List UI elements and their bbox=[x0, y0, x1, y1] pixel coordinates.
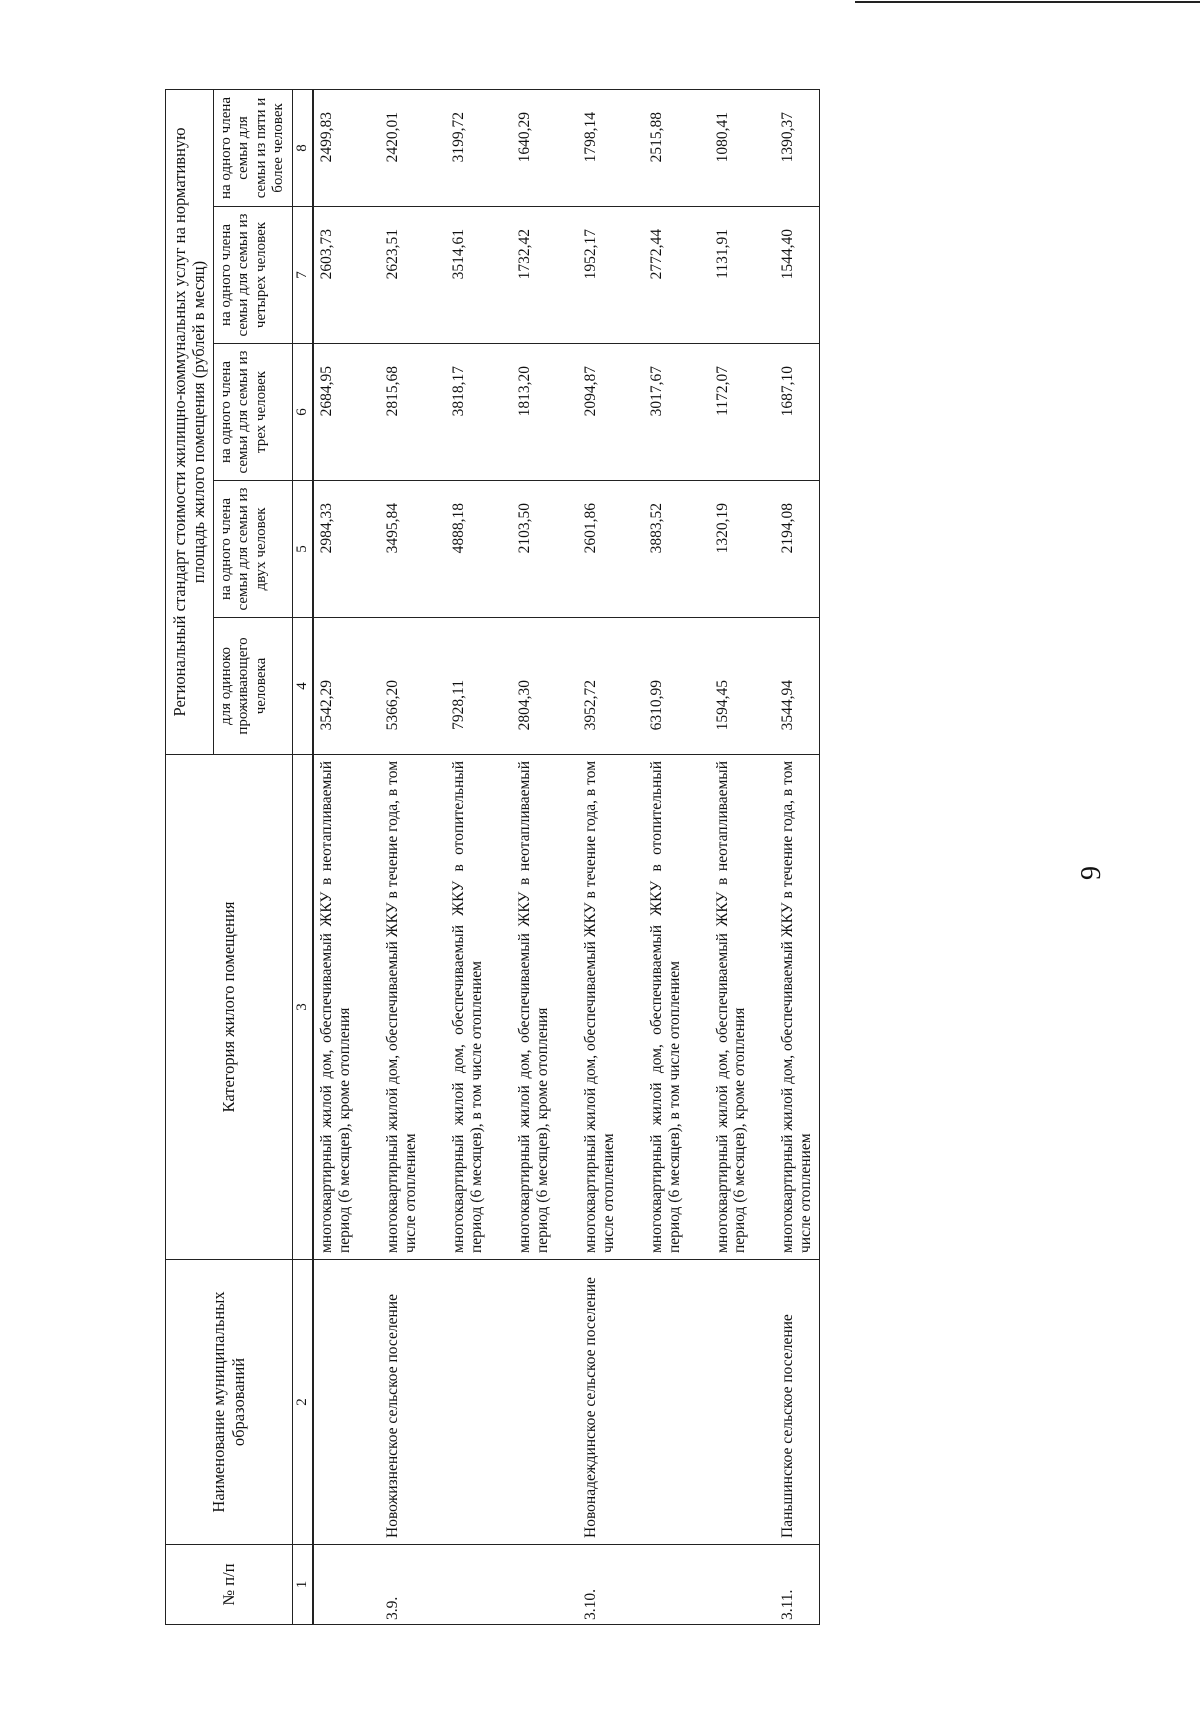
value-single: 7928,11 bbox=[446, 618, 512, 755]
row-number: 3.10. bbox=[578, 1545, 644, 1625]
municipality-name: Новожизненское сельское поселение bbox=[380, 1260, 446, 1545]
table-row bbox=[578, 89, 644, 1624]
value-two: 2103,50 bbox=[512, 481, 578, 618]
table-row bbox=[644, 89, 710, 1624]
value-four: 2772,44 bbox=[644, 207, 710, 344]
value-five: 1798,14 bbox=[578, 89, 644, 206]
header-five: на одного члена семьи для семьи из пяти и более человек bbox=[213, 89, 292, 206]
value-two: 1320,19 bbox=[710, 481, 776, 618]
table-row bbox=[380, 89, 446, 1624]
header-four: на одного члена семьи для семьи из четырех человек bbox=[213, 207, 292, 344]
row-number: 3.11. bbox=[775, 1545, 819, 1625]
housing-category: многоквартирный жилой дом, обеспечиваемый ЖКУ в отопительный период (6 месяцев), в том числе отоплением bbox=[446, 755, 512, 1260]
value-single: 3544,94 bbox=[775, 618, 819, 755]
value-three: 2684,95 bbox=[313, 344, 380, 481]
value-two: 2194,08 bbox=[775, 481, 819, 618]
value-five: 2515,88 bbox=[644, 89, 710, 206]
municipality-name: Паньшинское сельское поселение bbox=[775, 1260, 819, 1545]
value-three: 1687,10 bbox=[775, 344, 819, 481]
header-municipality: Наименование муниципальных образований bbox=[166, 1260, 293, 1545]
col-number: 5 bbox=[292, 481, 313, 618]
value-three: 3017,67 bbox=[644, 344, 710, 481]
housing-category: многоквартирный жилой дом, обеспечиваемый ЖКУ в отопительный период (6 месяцев), в том числе отоплением bbox=[644, 755, 710, 1260]
row-number bbox=[512, 1545, 578, 1625]
value-two: 3883,52 bbox=[644, 481, 710, 618]
value-two: 3495,84 bbox=[380, 481, 446, 618]
value-single: 2804,30 bbox=[512, 618, 578, 755]
header-three: на одного члена семьи для семьи из трех человек bbox=[213, 344, 292, 481]
col-number: 2 bbox=[292, 1260, 313, 1545]
value-single: 3952,72 bbox=[578, 618, 644, 755]
municipality-name bbox=[512, 1260, 578, 1545]
housing-category: многоквартирный жилой дом, обеспечиваемый ЖКУ в неотапливаемый период (6 месяцев), кроме отопления bbox=[710, 755, 776, 1260]
housing-cost-table bbox=[165, 89, 820, 1625]
value-three: 3818,17 bbox=[446, 344, 512, 481]
table-row bbox=[446, 89, 512, 1624]
column-numbers-row bbox=[292, 89, 313, 1624]
housing-category: многоквартирный жилой дом, обеспечиваемый ЖКУ в течение года, в том числе отоплением bbox=[775, 755, 819, 1260]
value-four: 1732,42 bbox=[512, 207, 578, 344]
value-four: 2603,73 bbox=[313, 207, 380, 344]
value-single: 5366,20 bbox=[380, 618, 446, 755]
value-three: 1172,07 bbox=[710, 344, 776, 481]
col-number: 7 bbox=[292, 207, 313, 344]
value-three: 2094,87 bbox=[578, 344, 644, 481]
value-two: 2984,33 bbox=[313, 481, 380, 618]
value-five: 2420,01 bbox=[380, 89, 446, 206]
table-row bbox=[775, 89, 819, 1624]
col-number: 1 bbox=[292, 1545, 313, 1625]
value-two: 2601,86 bbox=[578, 481, 644, 618]
municipality-name bbox=[446, 1260, 512, 1545]
value-five: 1640,29 bbox=[512, 89, 578, 206]
scan-border-line bbox=[855, 1, 1200, 3]
housing-category: многоквартирный жилой дом, обеспечиваемый ЖКУ в неотапливаемый период (6 месяцев), кроме отопления bbox=[512, 755, 578, 1260]
col-number: 3 bbox=[292, 755, 313, 1260]
value-five: 1390,37 bbox=[775, 89, 819, 206]
header-two: на одного члена семьи для семьи из двух человек bbox=[213, 481, 292, 618]
value-two: 4888,18 bbox=[446, 481, 512, 618]
table-row bbox=[512, 89, 578, 1624]
value-four: 1131,91 bbox=[710, 207, 776, 344]
header-regional-standard: Региональный стандарт стоимости жилищно-коммунальных услуг на нормативную площадь жилого помещения (рублей в месяц) bbox=[166, 89, 214, 754]
housing-category: многоквартирный жилой дом, обеспечиваемый ЖКУ в неотапливаемый период (6 месяцев), кроме отопления bbox=[313, 755, 380, 1260]
municipality-name bbox=[644, 1260, 710, 1545]
table-row bbox=[313, 89, 380, 1624]
rotated-table-wrapper bbox=[165, 90, 1020, 1625]
header-category: Категория жилого помещения bbox=[166, 755, 293, 1260]
header-num: № п/п bbox=[166, 1545, 293, 1625]
value-three: 1813,20 bbox=[512, 344, 578, 481]
row-number bbox=[710, 1545, 776, 1625]
value-four: 1952,17 bbox=[578, 207, 644, 344]
row-number bbox=[313, 1545, 380, 1625]
municipality-name bbox=[313, 1260, 380, 1545]
value-five: 1080,41 bbox=[710, 89, 776, 206]
value-single: 6310,99 bbox=[644, 618, 710, 755]
value-five: 3199,72 bbox=[446, 89, 512, 206]
value-four: 2623,51 bbox=[380, 207, 446, 344]
row-number bbox=[644, 1545, 710, 1625]
municipality-name: Новонадеждинское сельское поселение bbox=[578, 1260, 644, 1545]
housing-category: многоквартирный жилой дом, обеспечиваемый ЖКУ в течение года, в том числе отоплением bbox=[380, 755, 446, 1260]
housing-category: многоквартирный жилой дом, обеспечиваемый ЖКУ в течение года, в том числе отоплением bbox=[578, 755, 644, 1260]
col-number: 6 bbox=[292, 344, 313, 481]
table-row bbox=[710, 89, 776, 1624]
value-five: 2499,83 bbox=[313, 89, 380, 206]
page-number: 9 bbox=[1076, 866, 1107, 880]
municipality-name bbox=[710, 1260, 776, 1545]
col-number: 8 bbox=[292, 89, 313, 206]
value-single: 3542,29 bbox=[313, 618, 380, 755]
value-four: 1544,40 bbox=[775, 207, 819, 344]
header-single: для одиноко проживающего человека bbox=[213, 618, 292, 755]
col-number: 4 bbox=[292, 618, 313, 755]
value-three: 2815,68 bbox=[380, 344, 446, 481]
value-single: 1594,45 bbox=[710, 618, 776, 755]
row-number bbox=[446, 1545, 512, 1625]
row-number: 3.9. bbox=[380, 1545, 446, 1625]
value-four: 3514,61 bbox=[446, 207, 512, 344]
